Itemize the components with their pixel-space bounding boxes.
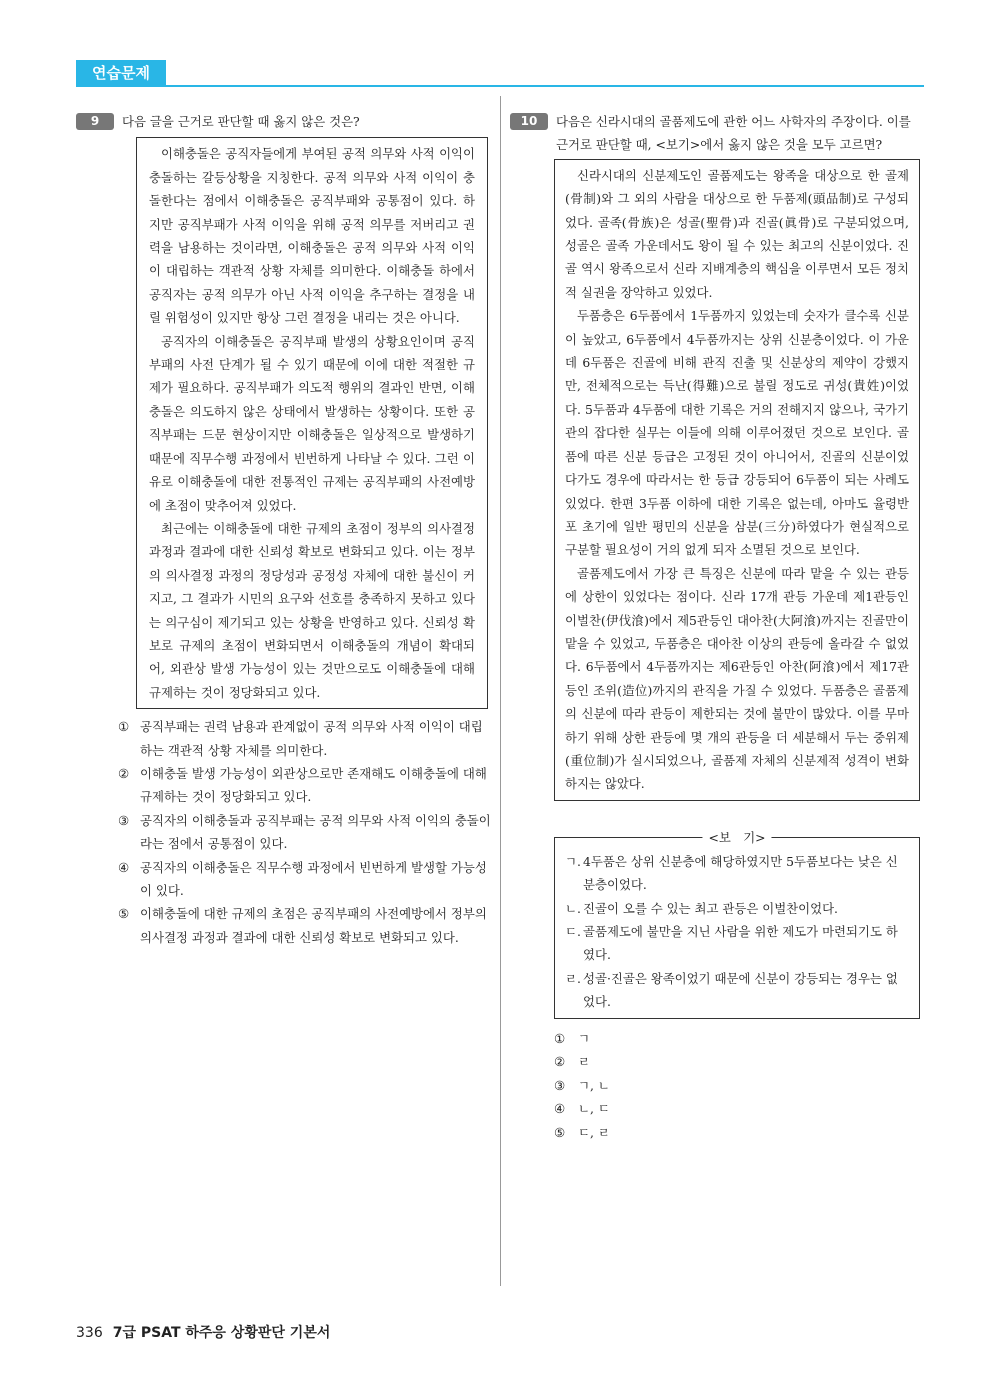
answer-choice-1[interactable] xyxy=(118,715,494,762)
choice-text: ㄹ xyxy=(578,1054,590,1070)
column-divider xyxy=(500,96,501,1286)
choice-marker: ③ xyxy=(118,812,130,828)
question-10-passage xyxy=(554,159,920,801)
passage-paragraph: 두품층은 6두품에서 1두품까지 있었는데 숫자가 클수록 신분이 높았고, 6두품에서 4두품까지는 상위 신분층이었다. 이 가운데 6두품은 진골에 비해 관직 진출 및 신분상의 제약이 강했지만, 전체적으로는 득난(得難)으로 불릴 정도로 귀성(貴姓)이었다. 5두품과 4두품에 대한 기록은 거의 전해지지 않으나, 국가기관의 잡다한 실무는 이들에 의해 이루어졌던 것으로 보인다. 골품에 따른 신분 등급은 고정된 것이 아니어서, 진골의 신분이었다가도 경우에 따라서는 한 등급 강등되어 6두품이 되는 사례도 있었다. 한편 3두품 이하에 대한 기록은 없는데, 아마도 율령반포 초기에 일반 평민의 신분을 삼분(三分)하였다가 현실적으로 구분할 필요성이 거의 없게 되자 소멸된 것으로 보인다. xyxy=(565,308,909,558)
bogi-item xyxy=(565,920,909,967)
question-10-choices xyxy=(554,1027,924,1145)
answer-choice-2[interactable] xyxy=(554,1050,924,1074)
choice-text: 공직부패는 권력 남용과 관계없이 공적 의무와 사적 이익이 대립하는 객관적 상황 자체를 의미한다. xyxy=(140,719,483,758)
question-9-prompt: 다음 글을 근거로 판단할 때 옳지 않은 것은? xyxy=(122,114,360,129)
choice-text: ㄴ, ㄷ xyxy=(578,1101,610,1117)
bogi-marker: ㄴ. xyxy=(565,900,581,916)
bogi-text: 골품제도에 불만을 지닌 사람을 위한 제도가 마련되기도 하였다. xyxy=(583,924,898,963)
choice-text: ㄱ, ㄴ xyxy=(578,1077,610,1093)
passage-paragraph: 신라시대의 신분제도인 골품제도는 왕족을 대상으로 한 골제(骨制)와 그 외의 사람을 대상으로 한 두품제(頭品制)로 구성되었다. 골족(骨族)은 성골(聖骨)과 진골(眞骨)로 구분되었으며, 성골은 골족 가운데서도 왕이 될 수 있는 최고의 신분이었다. 진골 역시 왕족으로서 신라 지배계층의 핵심을 이루면서 모든 정치적 실권을 장악하고 있었다. xyxy=(565,167,909,300)
bogi-text: 성골·진골은 왕족이었기 때문에 신분이 강등되는 경우는 없었다. xyxy=(583,970,898,1010)
question-10-number: 10 xyxy=(510,113,548,130)
question-10-header xyxy=(510,110,924,157)
choice-marker: ③ xyxy=(554,1077,566,1093)
passage-paragraph: 최근에는 이해충돌에 대한 규제의 초점이 정부의 의사결정 과정과 결과에 대한 신뢰성 확보로 변화되고 있다. 이는 정부의 의사결정 과정의 정당성과 공정성 자체에 대한 불신이 커지고, 그 결과가 시민의 요구와 선호를 충족하지 못하고 있다는 의구심이 제기되고 있는 상황을 반영하고 있다. 신뢰성 확보로 규제의 초점이 변화되면서 이해충돌의 개념이 확대되어, 외관상 발생 가능성이 있는 것만으로도 이해충돌에 대해 규제하는 것이 정당화되고 있다. xyxy=(149,520,475,700)
bogi-item xyxy=(565,850,909,897)
choice-marker: ① xyxy=(554,1030,566,1046)
choice-text: 공직자의 이해충돌은 직무수행 과정에서 빈번하게 발생할 가능성이 있다. xyxy=(140,859,487,898)
bogi-marker: ㄷ. xyxy=(565,924,581,939)
passage-paragraph: 공직자의 이해충돌은 공직부패 발생의 상황요인이며 공직부패의 사전 단계가 될 수 있기 때문에 이에 대한 적절한 규제가 필요하다. 공직부패가 의도적 행위의 결과인 반면, 이해충돌은 의도하지 않은 상태에서 발생하는 상황이다. 또한 공직부패는 드문 현상이지만 이해충돌은 일상적으로 발생하기 때문에 직무수행 과정에서 빈번하게 나타날 수 있다. 그런 이유로 이해충돌에 대한 전통적인 규제는 공직부패의 사전예방에 초점이 맞추어져 있었다. xyxy=(149,333,475,513)
answer-choice-5[interactable] xyxy=(554,1121,924,1145)
page-footer xyxy=(76,1322,330,1342)
choice-marker: ⑤ xyxy=(554,1125,566,1140)
choice-text: ㄱ xyxy=(578,1030,590,1046)
answer-choice-1[interactable] xyxy=(554,1027,924,1051)
question-9-choices xyxy=(118,715,494,949)
answer-choice-4[interactable] xyxy=(118,856,494,903)
question-10-prompt: 다음은 신라시대의 골품제도에 관한 어느 사학자의 주장이다. 이를 근거로 판단할 때, <보기>에서 옳지 않은 것을 모두 고르면? xyxy=(556,114,911,153)
choice-marker: ⑤ xyxy=(118,906,130,922)
section-header-tab: 연습문제 xyxy=(76,60,166,86)
answer-choice-4[interactable] xyxy=(554,1097,924,1121)
bogi-box xyxy=(554,829,920,1019)
bogi-item xyxy=(565,897,909,920)
choice-text: 이해충돌 발생 가능성이 외관상으로만 존재해도 이해충돌에 대해 규제하는 것이 정당화되고 있다. xyxy=(140,765,487,805)
bogi-title: <보 기> xyxy=(702,826,771,849)
answer-choice-5[interactable] xyxy=(118,902,494,949)
choice-text: 공직자의 이해충돌과 공직부패는 공적 의무와 사적 이익의 충돌이라는 점에서 공통점이 있다. xyxy=(140,812,491,852)
question-9 xyxy=(76,110,494,949)
choice-marker: ④ xyxy=(118,859,130,875)
choice-marker: ② xyxy=(118,765,130,781)
choice-text: 이해충돌에 대한 규제의 초점은 공직부패의 사전예방에서 정부의 의사결정 과정과 결과에 대한 신뢰성 확보로 변화되고 있다. xyxy=(140,906,487,945)
passage-paragraph: 골품제도에서 가장 큰 특징은 신분에 따라 맡을 수 있는 관등에 상한이 있었다는 점이다. 신라 17개 관등 가운데 제1관등인 이벌찬(伊伐湌)에서 제5관등인 대아찬(大阿湌)까지는 진골만이 맡을 수 있었고, 두품층은 대아찬 이상의 관등에 올라갈 수 없었다. 6두품에서 4두품까지는 제6관등인 아찬(阿湌)에서 제17관등인 조위(造位)까지의 관직을 가질 수 있었다. 두품층은 골품제의 신분에 따라 관등이 제한되는 것에 불만이 많았다. 이를 무마하기 위해 상한 관등에 몇 개의 관등을 더 세분해서 두는 중위제(重位制)가 실시되었으나, 골품제 자체의 신분제적 성격이 변화하지는 않았다. xyxy=(565,565,909,792)
bogi-marker: ㄹ. xyxy=(565,970,581,986)
bogi-text: 4두품은 상위 신분층에 해당하였지만 5두품보다는 낮은 신분층이었다. xyxy=(583,853,898,893)
book-title: 7급 PSAT 하주응 상황판단 기본서 xyxy=(112,1325,331,1341)
question-10 xyxy=(510,110,924,1145)
bogi-marker: ㄱ. xyxy=(565,853,581,869)
choice-text: ㄷ, ㄹ xyxy=(578,1125,610,1140)
question-9-number: 9 xyxy=(76,113,114,130)
choice-marker: ① xyxy=(118,719,130,735)
bogi-item xyxy=(565,967,909,1014)
choice-marker: ④ xyxy=(554,1101,566,1117)
page-number: 336 xyxy=(76,1325,103,1341)
bogi-text: 진골이 오를 수 있는 최고 관등은 이벌찬이었다. xyxy=(583,900,838,916)
choice-marker: ② xyxy=(554,1054,566,1070)
answer-choice-3[interactable] xyxy=(554,1074,924,1098)
question-9-passage xyxy=(136,137,488,709)
answer-choice-2[interactable] xyxy=(118,762,494,809)
passage-paragraph: 이해충돌은 공직자들에게 부여된 공적 의무와 사적 이익이 충돌하는 갈등상황을 지칭한다. 공적 의무와 사적 이익이 충돌한다는 점에서 이해충돌은 공직부패와 공통점이 있다. 하지만 공직부패가 사적 이익을 위해 공적 의무를 저버리고 권력을 남용하는 것이라면, 이해충돌은 공적 의무와 사적 이익이 대립하는 객관적 상황 자체를 의미한다. 이해충돌 하에서 공직자는 공적 의무가 아닌 사적 이익을 추구하는 결정을 내릴 위험성이 있지만 항상 그런 결정을 내리는 것은 아니다. xyxy=(149,146,475,326)
header-rule xyxy=(76,85,924,87)
question-9-header xyxy=(76,110,494,133)
answer-choice-3[interactable] xyxy=(118,809,494,856)
